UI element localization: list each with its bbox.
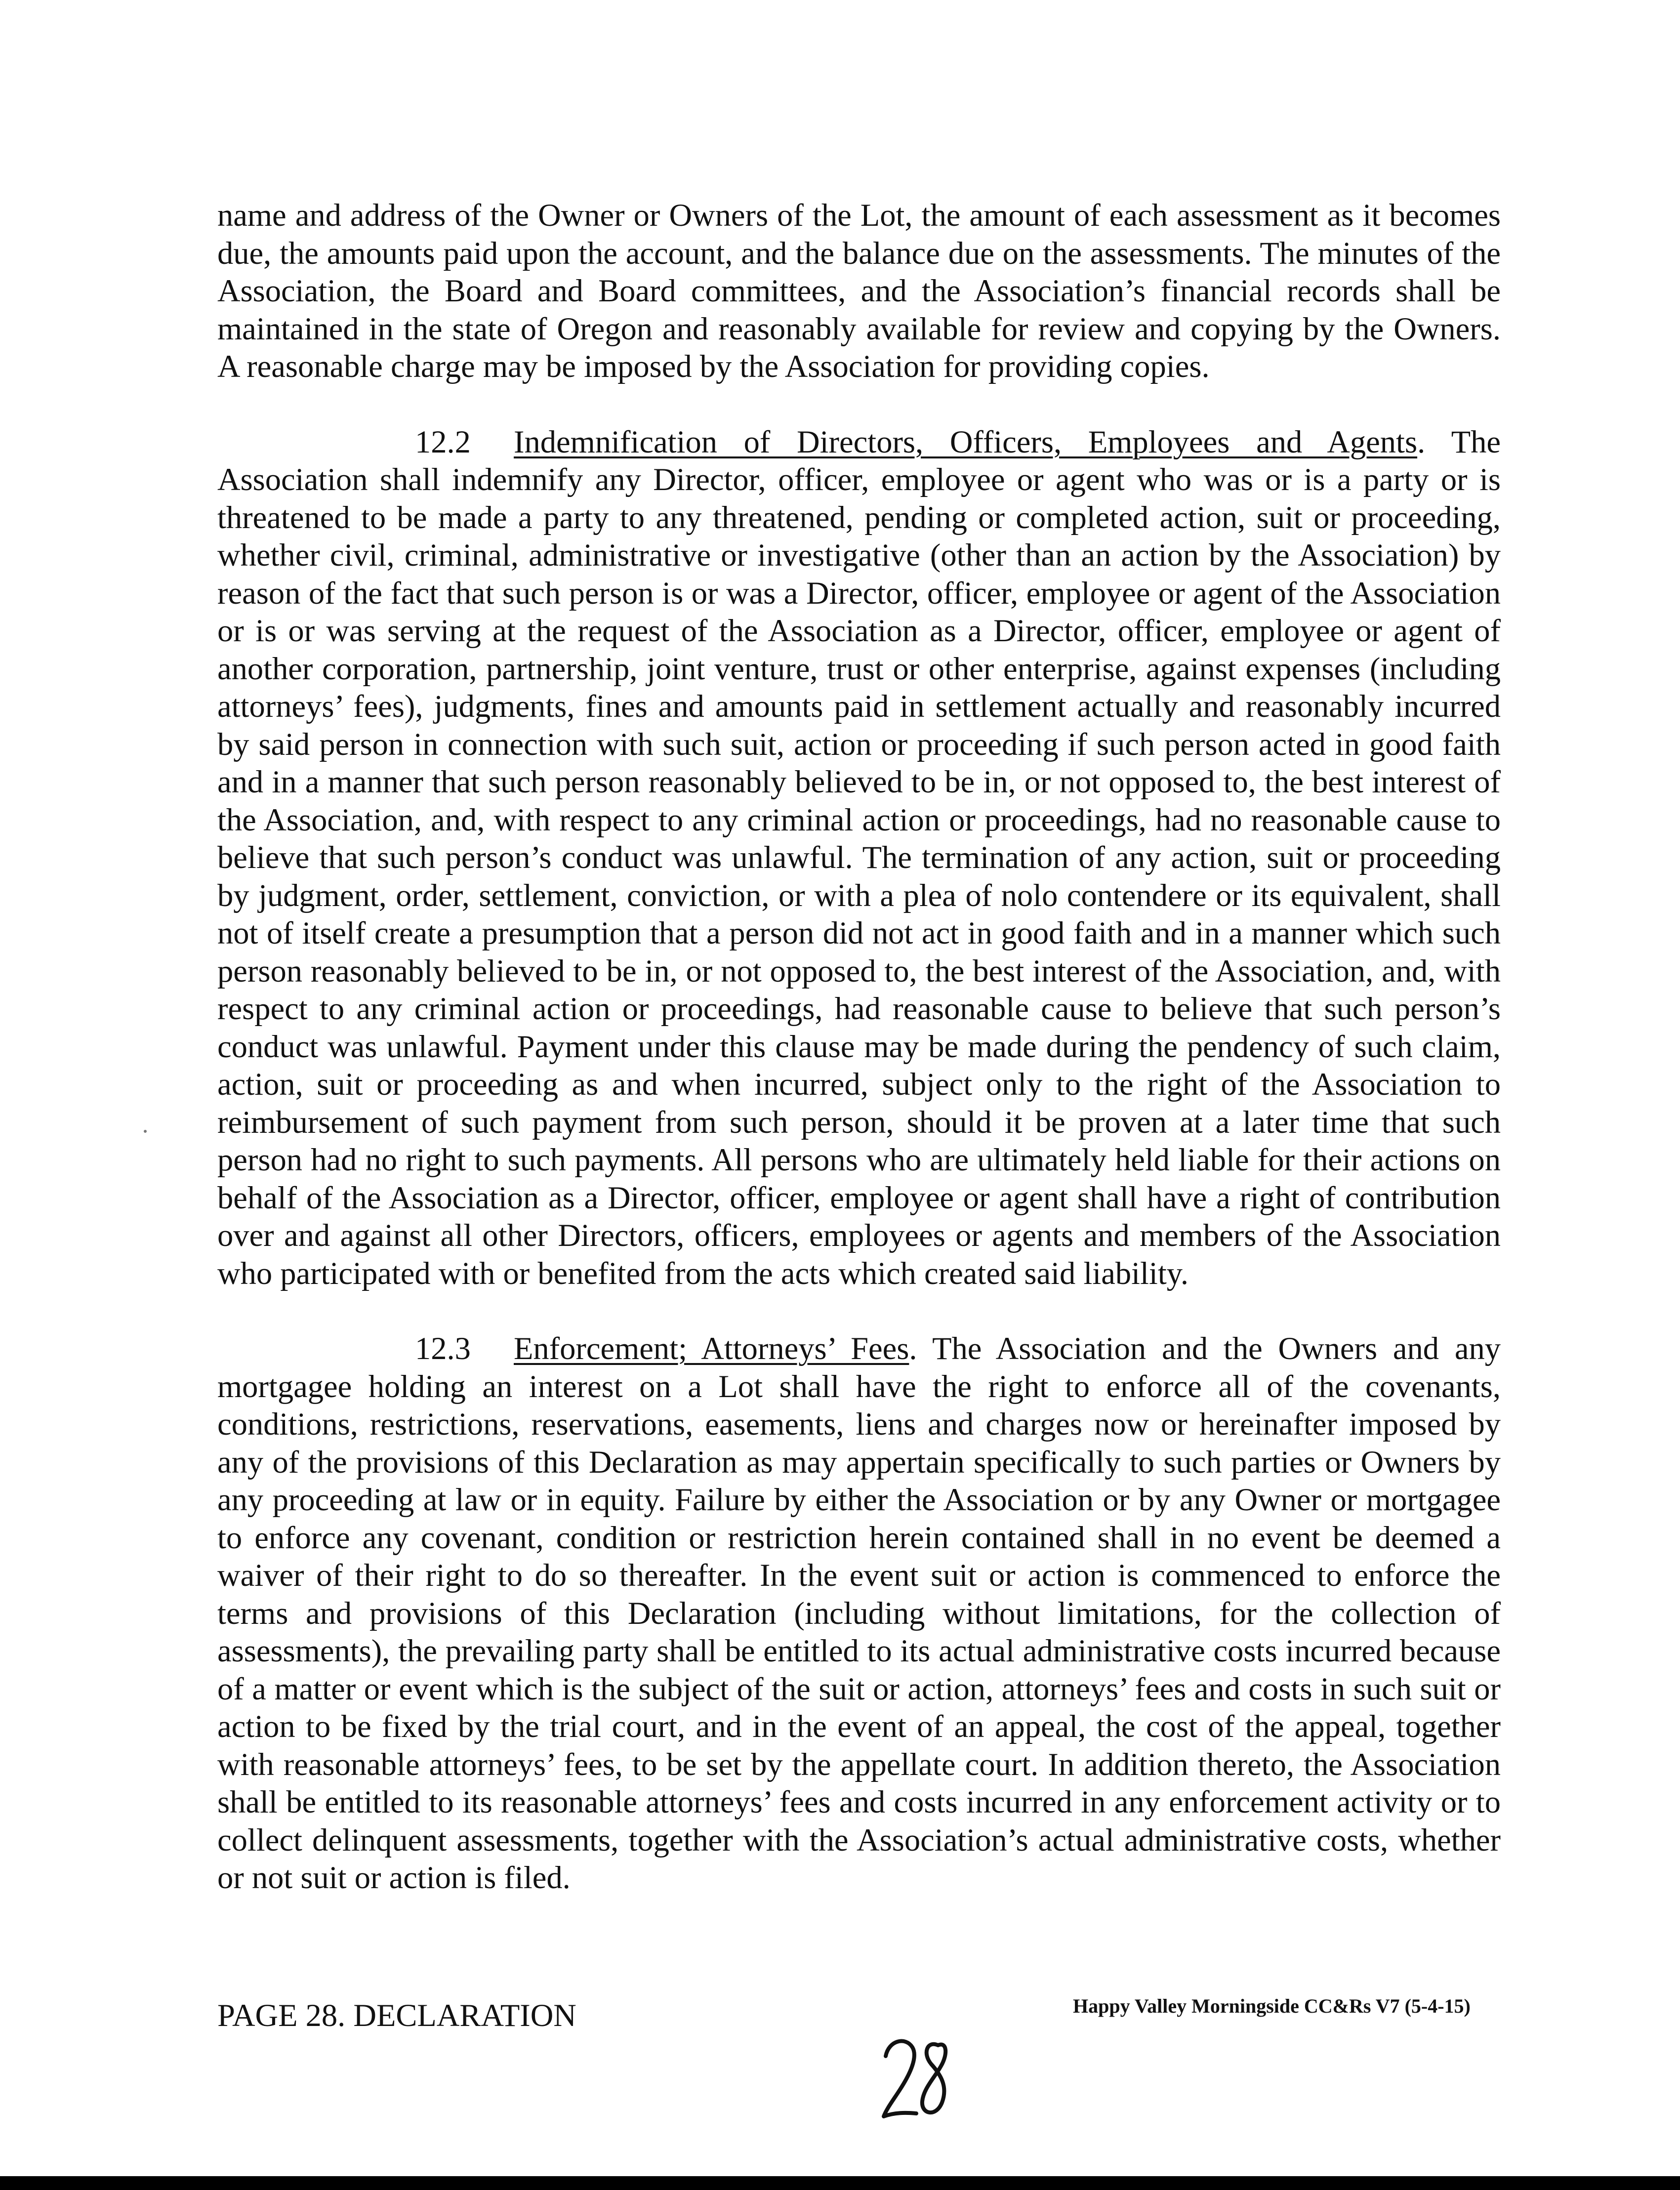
section-text: The Association and the Owners and any mortgagee holding an interest on a Lot shall have the right to enforce all of the covenants, conditions, restrictions, reservations, easements, liens and charges now or hereinafter imposed by any of the provisions of this Declaration as may appertain specifically to such parties or Owners by any proceeding at law or in equity. Failure by either the Association or by any Owner or mortgagee to enforce any covenant, condition or restriction herein contained shall in no event be deemed a waiver of their right to do so thereafter. In the event suit or action is commenced to enforce the terms and provisions of this Declaration (including without limitations, for the collection of assessments), the prevailing party shall be entitled to its actual administrative costs incurred because of a matter or event which is the subject of the suit or action, attorneys’ fees and costs in such suit or action to be fixed by the trial court, and in the event of an appeal, the cost of the appeal, together with reasonable attorneys’ fees, to be set by the appellate court. In addition thereto, the Association shall be entitled to its reasonable attorneys’ fees and costs incurred in any enforcement activity or to collect delinquent assessments, together with the Association’s actual administrative costs, whether or not suit or action is filed. — [217, 1331, 1501, 1895]
footer-page-label: PAGE 28. DECLARATION — [217, 1998, 576, 2033]
section-text: The Association shall indemnify any Director, officer, employee or agent who was or is a party or is threatened to be made a party to any threatened, pending or completed action, suit or proceeding, whether civil, criminal, administrative or investigative (other than an action by the Association) by reason of the fact that such person is or was a Director, officer, employee or agent of the Association or is or was serving at the request of the Association as a Director, officer, employee or agent of another corporation, partnership, joint venture, trust or other enterprise, against expenses (including attorneys’ fees), judgments, fines and amounts paid in settlement actually and reasonably incurred by said person in connection with such suit, action or proceeding if such person acted in good faith and in a manner that such person reasonably believed to be in, or not opposed to, the best interest of the Association, and, with respect to any criminal action or proceedings, had no reasonable cause to believe that such person’s conduct was unlawful. The termination of any action, suit or proceeding by judgment, order, settlement, conviction, or with a plea of nolo contendere or its equivalent, shall not of itself create a presumption that a person did not act in good faith and in a manner which such person reasonably believed to be in, or not opposed to, the best interest of the Association, and, with respect to any criminal action or proceedings, had reasonable cause to believe that such person’s conduct was unlawful. Payment under this clause may be made during the pendency of such claim, action, suit or proceeding as and when incurred, subject only to the right of the Association to reimbursement of such payment from such person, should it be proven at a later time that such person had no right to such payments. All persons who are ultimately held liable for their actions on behalf of the Association as a Director, officer, employee or agent shall have a right of contribution over and against all other Directors, officers, employees or agents and members of the Association who participated with or benefited from the acts which created said liability. — [217, 424, 1501, 1291]
section-12-3 — [217, 1330, 1501, 1897]
footer-doc-version: Happy Valley Morningside CC&Rs V7 (5-4-15) — [1073, 1995, 1471, 2017]
continued-paragraph: name and address of the Owner or Owners of the Lot, the amount of each assessment as it becomes due, the amounts paid upon the account, and the balance due on the assessments. The minutes of the Association, the Board and Board committees, and the Association’s financial records shall be maintained in the state of Oregon and reasonably available for review and copying by the Owners. A reasonable charge may be imposed by the Association for providing copies. — [217, 198, 1501, 384]
section-title-period: . — [909, 1331, 917, 1366]
document-body — [217, 197, 1501, 1897]
section-number: 12.2 — [415, 424, 471, 459]
section-title: Enforcement; Attorneys’ Fees — [514, 1331, 909, 1366]
handwritten-page-number — [880, 2025, 959, 2124]
section-12-2 — [217, 423, 1501, 1293]
scan-border-bar — [0, 2176, 1680, 2190]
section-number: 12.3 — [415, 1331, 471, 1366]
scan-speck — [144, 1130, 147, 1133]
section-title-period: . — [1417, 424, 1426, 459]
section-title: Indemnification of Directors, Officers, Employees and Agents — [514, 424, 1418, 459]
